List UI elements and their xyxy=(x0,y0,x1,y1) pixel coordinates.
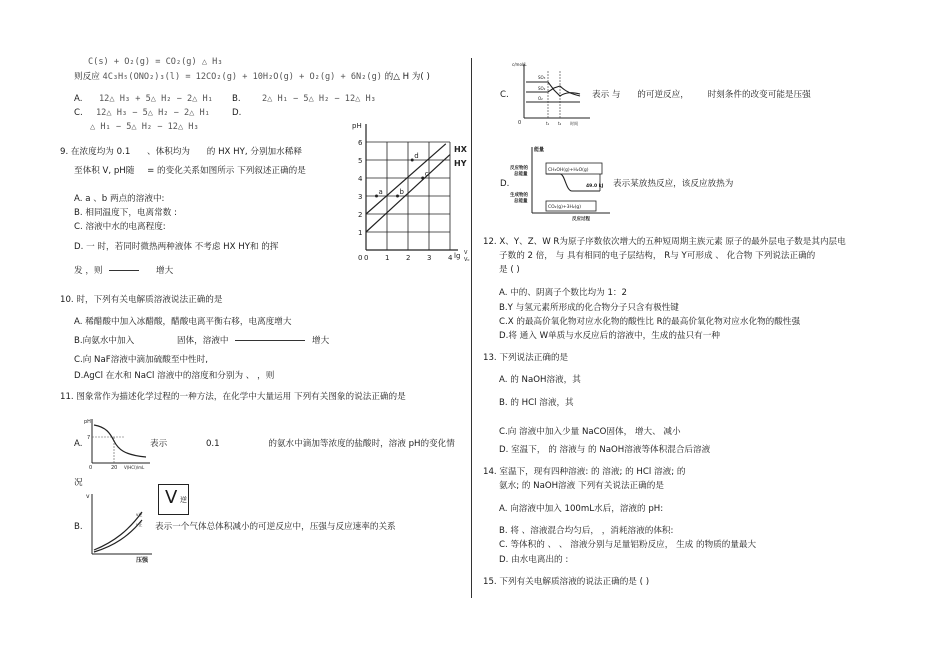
option-b-label[interactable]: B. xyxy=(232,94,241,104)
text: 至体积 V, pH随 xyxy=(74,166,135,176)
x-tick-20: 20 xyxy=(111,465,118,471)
delta-label: 49.0 kJ xyxy=(586,184,604,189)
text: 9. 在浓度均为 0.1 xyxy=(60,147,131,157)
pressure-rate-figure xyxy=(84,490,154,562)
text: 时刻条件的改变可能是压强 xyxy=(707,90,811,100)
point-label-c: c xyxy=(424,170,429,178)
option-b[interactable]: 2△ H₁ − 5△ H₂ − 12△ H₃ xyxy=(262,94,376,104)
q12-option-c[interactable]: C.X 的最高价氧化物对应水化物的酸性比 R的最高价氧化物对应水化物的酸性强 xyxy=(499,317,801,327)
x-axis-label: 时间 xyxy=(570,121,578,126)
q13-stem: 13. 下列说法正确的是 xyxy=(483,353,569,363)
reactant-energy-label-2: 总能量 xyxy=(514,172,528,177)
line-label-hy: HY xyxy=(454,159,467,168)
x-axis-label: 反应过程 xyxy=(572,217,590,222)
q11-option-c-label[interactable]: C. xyxy=(500,90,509,100)
question-line xyxy=(74,73,430,83)
y-tick-7: 7 xyxy=(87,435,91,441)
text: 发 ，则 xyxy=(74,266,103,276)
q13-option-b[interactable]: B. 的 HCl 溶液，其 xyxy=(499,398,574,408)
q12-option-b[interactable]: B.Y 与氢元素所形成的化合物分子只含有极性键 xyxy=(499,303,679,313)
q12-line-2: 子数的 2 倍， 与 具有相同的电子层结构， R与 Y可形成 、 化合物 下列说法正确的 xyxy=(499,251,816,261)
q11-option-a[interactable] xyxy=(150,440,455,450)
v-subscript: 逆 xyxy=(180,496,187,504)
y-axis-label: pH xyxy=(84,419,91,425)
curve-label-forward: v正 xyxy=(136,522,143,527)
t1-label: t₁ xyxy=(546,121,550,126)
text: 的氨水中滴加等浓度的盐酸时，溶液 pH的变化情 xyxy=(268,439,455,449)
y-tick-label: 2 xyxy=(358,211,363,219)
q11-option-c[interactable] xyxy=(592,91,811,101)
q11-option-a-label[interactable]: A. xyxy=(74,439,83,449)
formula-line-3: C(s) + O₂(g) = CO₂(g) △ H₃ xyxy=(88,57,223,67)
q14-option-a[interactable]: A. 向溶液中加入 100mL水后，溶液的 pH: xyxy=(499,504,664,514)
q12-line-1: 12. X、Y、Z、W R为原子序数依次增大的五种短周期主族元素 原子的最外层电子数是其内层电 xyxy=(483,237,846,247)
q14-option-d[interactable]: D. 由水电离出的 : xyxy=(499,555,569,565)
text: 增大 xyxy=(155,266,174,276)
x-tick-label: 3 xyxy=(427,254,432,262)
q12-option-d[interactable]: D.将 通入 W单质与水反应后的溶液中，生成的盐只有一种 xyxy=(499,331,720,341)
q14-option-b[interactable]: B. 将 、溶液混合均匀后， ，消耗溶液的体积: xyxy=(499,526,674,536)
concentration-time-figure xyxy=(510,58,595,128)
x-tick-label: 1 xyxy=(385,254,390,262)
text: 则反应 xyxy=(74,72,100,82)
line-hy xyxy=(366,144,446,214)
option-c-label[interactable]: C. xyxy=(74,108,83,118)
point-label-a: a xyxy=(378,188,383,196)
product-energy-label-1: 生成物的 xyxy=(510,193,528,198)
product-energy-label-2: 总能量 xyxy=(514,199,528,204)
q12-option-a[interactable]: A. 中的、阴离子个数比均为 1：2 xyxy=(499,288,627,298)
x-tick-0: 0 xyxy=(89,465,93,471)
reaction-formula: 4C₃H₅(ONO₂)₃(l) = 12CO₂(g) + 10H₂O(g) + O₂(g) + 6N₂(g) xyxy=(102,72,382,82)
x-tick-label: 0 xyxy=(364,254,369,262)
x-axis-label: 压强 xyxy=(136,557,149,564)
q11-option-a-cont: 况 xyxy=(74,478,83,488)
q10-option-d[interactable]: D.AgCl 在水和 NaCl 溶液中的溶度和分别为 、 ，则 xyxy=(74,371,275,381)
text: 、体积均为 xyxy=(147,147,191,157)
reactant-formula: CH₃OH(g)+H₂O(g) xyxy=(548,168,589,173)
label-so2: SO₂ xyxy=(538,86,546,91)
q9-option-d-cont xyxy=(74,267,173,277)
option-d[interactable]: △ H₁ − 5△ H₂ − 12△ H₃ xyxy=(90,122,199,132)
text: 的可逆反应， xyxy=(637,90,689,100)
q9-line-1 xyxy=(60,148,302,158)
q11-option-d-label[interactable]: D. xyxy=(500,179,510,189)
x-axis-frac-top: V xyxy=(464,250,468,256)
text: B.向氨水中加入 xyxy=(74,336,135,346)
text: 增大 xyxy=(311,336,330,346)
product-formula: CO₂(g)+3H₂(g) xyxy=(548,205,582,210)
q15-stem: 15. 下列有关电解质溶液的说法正确的是 ( ) xyxy=(483,577,650,587)
label-o2: O₂ xyxy=(538,96,543,101)
q11-option-b[interactable]: 表示一个气体总体积减小的可逆反应中，压强与反应速率的关系 xyxy=(155,522,396,532)
y-tick-label: 1 xyxy=(358,229,363,237)
text: 的变化关系如图所示 下列叙述正确的是 xyxy=(157,166,306,176)
y-tick-label: 3 xyxy=(358,193,363,201)
v-symbol: V xyxy=(165,487,178,508)
x-axis-frac-bot: V₀ xyxy=(464,257,470,263)
q9-option-d[interactable]: D. 一 时，若同时微热两种液体 不考虑 HX HY和 的挥 xyxy=(74,242,279,252)
q9-line-2: 至体积 V, pH随 = 的变化关系如图所示 下列叙述正确的是 xyxy=(74,166,306,176)
curve-reverse xyxy=(94,512,142,550)
v-reverse-box xyxy=(158,484,189,515)
line-label-hx: HX xyxy=(454,145,467,154)
origin-label: 0 xyxy=(518,120,522,126)
x-tick-label: 2 xyxy=(406,254,411,262)
origin-label: 0 xyxy=(358,254,363,262)
option-a-label[interactable]: A. xyxy=(74,94,83,104)
label-so3: SO₃ xyxy=(538,75,546,80)
y-tick-label: 4 xyxy=(358,175,363,183)
q11-option-b-label[interactable]: B. xyxy=(74,522,83,532)
y-tick-label: 5 xyxy=(358,157,363,165)
x-tick-label: 4 xyxy=(448,254,453,262)
q10-stem: 10. 时，下列有关电解质溶液说法正确的是 xyxy=(60,295,223,305)
q14-line-1: 14. 室温下，现有四种溶液: 的 溶液; 的 HCl 溶液; 的 xyxy=(483,467,686,477)
text: 的△ H 为( ) xyxy=(384,72,430,82)
q10-option-a[interactable]: A. 稀醋酸中加入冰醋酸，醋酸电离平衡右移，电离度增大 xyxy=(74,317,292,327)
y-tick-label: 6 xyxy=(358,139,363,147)
point-label-d: d xyxy=(414,152,419,160)
option-a[interactable]: 12△ H₃ + 5△ H₂ − 2△ H₁ xyxy=(99,94,213,104)
ph-dilution-chart xyxy=(348,122,472,272)
x-axis-label: V(HCl)/mL xyxy=(124,465,145,470)
q13-option-a[interactable]: A. 的 NaOH溶液，其 xyxy=(499,375,581,385)
curve-so2 xyxy=(526,86,580,96)
q9-option-b[interactable]: B. 相同温度下，电离常数 : xyxy=(74,208,177,218)
q9-option-c[interactable]: C. 溶液中水的电离程度: xyxy=(74,222,166,232)
y-axis-label: v xyxy=(86,493,90,500)
q11-option-d[interactable]: 表示某放热反应，该反应放热为 xyxy=(613,179,734,189)
x-axis-label: lg xyxy=(454,252,461,260)
q9-option-a[interactable]: A. a 、b 两点的溶液中: xyxy=(74,194,165,204)
q12-line-3: 是 ( ) xyxy=(499,265,520,275)
text: 表示 与 xyxy=(592,90,621,100)
option-d-label[interactable]: D. xyxy=(232,108,242,118)
y-axis-label: c/mol/L xyxy=(512,62,527,67)
reactant-energy-label-1: 反应物的 xyxy=(510,166,528,171)
q10-option-c[interactable]: C.向 NaF溶液中滴加硫酸至中性时, xyxy=(74,355,208,365)
point-label-b: b xyxy=(399,188,404,196)
curve-label-reverse: v逆 xyxy=(136,512,143,517)
y-axis-label: pH xyxy=(352,122,362,130)
q14-option-c[interactable]: C. 等体积的 、 、 溶液分别与足量铝粉反应， 生成 的物质的量最大 xyxy=(499,540,757,550)
q11-stem: 11. 图象常作为描述化学过程的一种方法，在化学中大量运用 下列有关图象的说法正确的是 xyxy=(60,392,406,402)
titration-ph-figure xyxy=(84,415,154,470)
text: 表示 xyxy=(150,439,168,449)
energy-diagram-figure xyxy=(510,143,615,223)
q10-option-b[interactable] xyxy=(74,337,329,347)
t2-label: t₂ xyxy=(558,121,562,126)
q14-line-2: 氨水; 的 NaOH溶液 下列有关说法正确的是 xyxy=(499,481,664,491)
y-axis-label: 能量 xyxy=(534,147,545,153)
option-c[interactable]: 12△ H₃ − 5△ H₂ − 2△ H₁ xyxy=(96,108,210,118)
titration-curve xyxy=(94,425,146,457)
text: 固体，溶液中 xyxy=(176,336,229,346)
q13-option-d[interactable]: D. 室温下， 的 溶液与 的 NaOH溶液等体积混合后溶液 xyxy=(499,445,711,455)
text: 的 HX HY, 分别加水稀释 xyxy=(206,147,302,157)
q13-option-c[interactable]: C.向 溶液中加入少量 NaCO固体， 增大、 减小 xyxy=(499,427,681,437)
text: 0.1 xyxy=(205,439,220,449)
